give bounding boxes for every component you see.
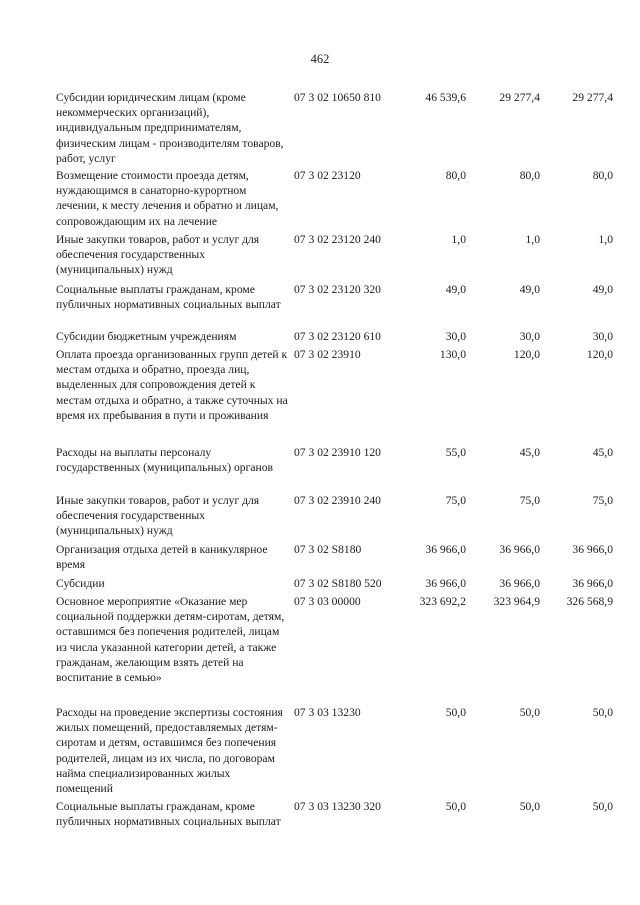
value-year-2: 323 964,9 (493, 595, 540, 608)
value-year-3: 49,0 (592, 283, 613, 296)
value-year-2: 75,0 (519, 494, 540, 507)
value-year-1: 75,0 (445, 494, 466, 507)
value-year-1: 49,0 (445, 283, 466, 296)
row-code: 07 3 03 13230 320 (294, 800, 381, 813)
row-description: Основное мероприятие «Оказание мер социальной поддержки детям-сиротам, детям, оставшимся без попечения родителей, лицам из числа указанной категории детей, а также гражданам, желающим взять детей на воспитание в семью» (56, 595, 285, 685)
row-code: 07 3 02 23910 240 (294, 494, 381, 507)
value-year-3: 1,0 (598, 233, 613, 246)
value-year-3: 50,0 (592, 800, 613, 813)
value-year-2: 49,0 (519, 283, 540, 296)
value-year-2: 45,0 (519, 446, 540, 459)
value-year-3: 326 568,9 (566, 595, 613, 608)
value-year-3: 45,0 (592, 446, 613, 459)
value-year-2: 120,0 (513, 348, 540, 361)
row-description: Возмещение стоимости проезда детям, нуждающимся в санаторно-курортном лечении, к месту лечения и обратно и лицам, сопровождающим их на лечение (56, 169, 279, 228)
row-code: 07 3 03 13230 (294, 706, 361, 719)
row-description: Расходы на проведение экспертизы состояния жилых помещений, предоставляемых детям-сиротам и детям, оставшимся без попечения родителей, лицам из их числа, по договорам найма специализированных жилых помещений (56, 706, 283, 796)
row-code: 07 3 02 S8180 520 (294, 577, 382, 590)
value-year-2: 29 277,4 (499, 91, 540, 104)
row-code: 07 3 02 23910 120 (294, 446, 381, 459)
row-description: Расходы на выплаты персоналу государственных (муниципальных) органов (56, 446, 273, 475)
row-code: 07 3 02 23120 320 (294, 283, 381, 296)
row-code: 07 3 02 S8180 (294, 543, 362, 556)
value-year-3: 75,0 (592, 494, 613, 507)
value-year-3: 80,0 (592, 169, 613, 182)
value-year-1: 50,0 (445, 800, 466, 813)
value-year-2: 50,0 (519, 800, 540, 813)
value-year-1: 46 539,6 (425, 91, 466, 104)
row-description: Субсидии юридическим лицам (кроме некоммерческих организаций), индивидуальным предпринимателям, физическим лицам - производителям товаров, работ, услуг (56, 91, 284, 165)
row-code: 07 3 02 10650 810 (294, 91, 381, 104)
value-year-3: 120,0 (586, 348, 613, 361)
row-description: Субсидии бюджетным учреждениям (56, 330, 237, 343)
value-year-3: 29 277,4 (572, 91, 613, 104)
row-code: 07 3 02 23910 (294, 348, 361, 361)
row-description: Иные закупки товаров, работ и услуг для обеспечения государственных (муниципальных) нужд (56, 494, 260, 538)
row-description: Организация отдыха детей в каникулярное время (56, 543, 268, 572)
value-year-2: 36 966,0 (499, 543, 540, 556)
value-year-1: 1,0 (451, 233, 466, 246)
row-code: 07 3 02 23120 240 (294, 233, 381, 246)
row-description: Социальные выплаты гражданам, кроме публичных нормативных социальных выплат (56, 283, 281, 312)
row-description: Иные закупки товаров, работ и услуг для обеспечения государственных (муниципальных) нужд (56, 233, 260, 277)
row-code: 07 3 02 23120 610 (294, 330, 381, 343)
page-number: 462 (310, 52, 330, 66)
value-year-2: 30,0 (519, 330, 540, 343)
value-year-1: 323 692,2 (419, 595, 466, 608)
value-year-2: 36 966,0 (499, 577, 540, 590)
row-code: 07 3 02 23120 (294, 169, 361, 182)
value-year-1: 36 966,0 (425, 577, 466, 590)
value-year-1: 130,0 (439, 348, 466, 361)
value-year-2: 80,0 (519, 169, 540, 182)
value-year-3: 50,0 (592, 706, 613, 719)
value-year-2: 1,0 (525, 233, 540, 246)
value-year-3: 30,0 (592, 330, 613, 343)
value-year-3: 36 966,0 (572, 577, 613, 590)
value-year-2: 50,0 (519, 706, 540, 719)
value-year-1: 36 966,0 (425, 543, 466, 556)
value-year-1: 30,0 (445, 330, 466, 343)
row-description: Оплата проезда организованных групп детей к местам отдыха и обратно, проезда лиц, выделенных для сопровождения детей к местам отдыха и обратно, а также суточных на время их пребывания в пути и проживания (56, 348, 288, 422)
row-description: Социальные выплаты гражданам, кроме публичных нормативных социальных выплат (56, 800, 281, 829)
value-year-1: 50,0 (445, 706, 466, 719)
value-year-3: 36 966,0 (572, 543, 613, 556)
row-code: 07 3 03 00000 (294, 595, 361, 608)
value-year-1: 55,0 (445, 446, 466, 459)
row-description: Субсидии (56, 577, 105, 590)
value-year-1: 80,0 (445, 169, 466, 182)
